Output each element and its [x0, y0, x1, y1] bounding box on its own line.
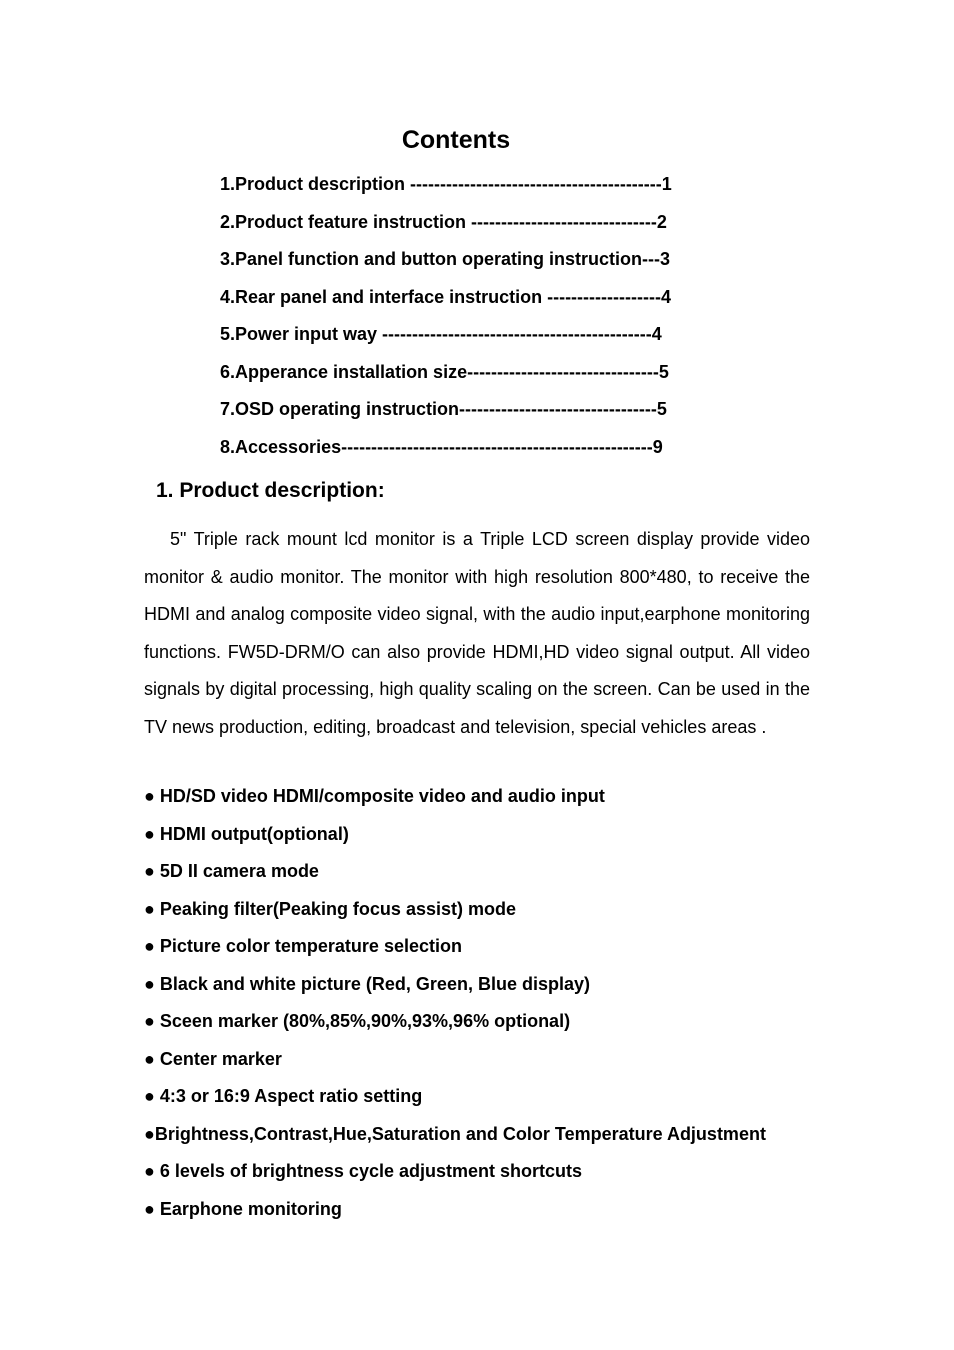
contents-title: Contents: [401, 126, 511, 154]
feature-list: [144, 784, 824, 1234]
toc-item: 3.Panel function and button operating instruction---3: [220, 249, 670, 269]
feature-item: ● Black and white picture (Red, Green, Blue display): [144, 973, 590, 994]
toc-item: 5.Power input way ---------------------------------------------4: [220, 324, 662, 344]
feature-item: ● HD/SD video HDMI/composite video and audio input: [144, 786, 605, 806]
feature-item: ● Center marker: [144, 1048, 282, 1069]
feature-item: ● Earphone monitoring: [144, 1198, 342, 1219]
feature-item: ● 5D II camera mode: [144, 861, 319, 881]
toc-item: 7.OSD operating instruction---------------------------------5: [220, 399, 667, 419]
description-paragraph: 5" Triple rack mount lcd monitor is a Triple LCD screen display provide video monitor & audio monitor. The monitor with high resolution 800*480, to receive the HDMI and analog composite video signal, with the audio input,earphone monitoring functions. FW5D-DRM/O can also provide HDMI,HD video signal output. All video signals by digital processing, high quality scaling on the screen. Can be used in the TV news production, editing, broadcast and television, special vehicles areas .: [144, 529, 810, 737]
feature-item: ● 4:3 or 16:9 Aspect ratio setting: [144, 1086, 423, 1106]
toc-item: 8.Accessories----------------------------------------------------9: [220, 436, 663, 457]
toc-item: 1.Product description ------------------------------------------1: [220, 174, 672, 194]
toc-item: 2.Product feature instruction -------------------------------2: [220, 211, 667, 232]
feature-item: ● HDMI output(optional): [144, 823, 349, 844]
feature-item: ● Sceen marker (80%,85%,90%,93%,96% optional): [144, 1011, 571, 1031]
table-of-contents: [220, 172, 720, 472]
feature-item: ● Peaking filter(Peaking focus assist) mode: [144, 898, 516, 919]
feature-item: ● Picture color temperature selection: [144, 936, 462, 956]
toc-item: 6.Apperance installation size--------------------------------5: [220, 361, 669, 382]
feature-item: ●Brightness,Contrast,Hue,Saturation and Color Temperature Adjustment: [144, 1123, 766, 1144]
section-heading: 1. Product description:: [156, 479, 385, 502]
feature-item: ● 6 levels of brightness cycle adjustment shortcuts: [144, 1161, 583, 1181]
toc-item: 4.Rear panel and interface instruction -------------------4: [220, 286, 671, 307]
